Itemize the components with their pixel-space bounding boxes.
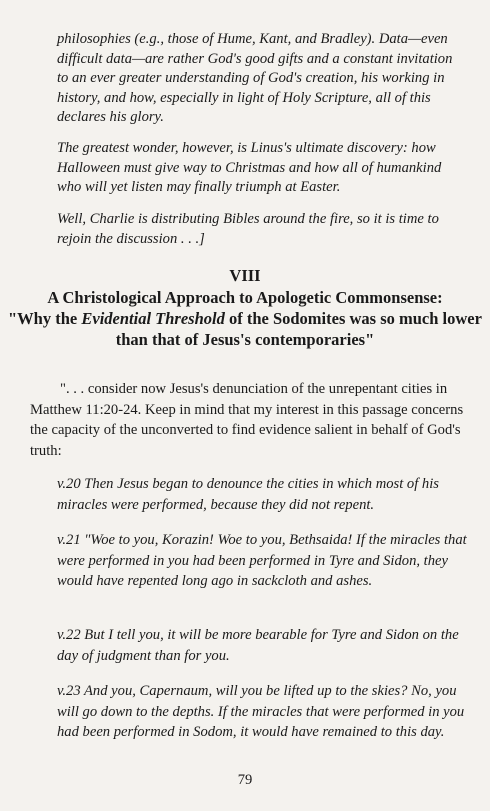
page-number: 79 xyxy=(237,772,253,788)
section-subtitle xyxy=(0,308,490,350)
intro-paragraph-1: philosophies (e.g., those of Hume, Kant, and Bradley). Data—even difficult data—are rather God's good gifts and a constant invitation to an ever greater understanding of God's creation, his working in history, and how, especially in light of Holy Scripture, all of this declares his glory. xyxy=(57,31,453,126)
subtitle-prefix: "Why the xyxy=(8,309,82,328)
verse-23: v.23 And you, Capernaum, will you be lifted up to the skies? No, you will go down to the depths. If the miracles that were performed in you had been performed in Sodom, it would have remained to this day. xyxy=(57,683,465,740)
intro-paragraph-2: The greatest wonder, however, is Linus's ultimate discovery: how Halloween must give way to Christmas and how all of humankind who will yet listen may finally triumph at Easter. xyxy=(57,140,442,196)
verse-21: v.21 "Woe to you, Korazin! Woe to you, Bethsaida! If the miracles that were performed in you had been performed in Tyre and Sidon, they would have repented long ago in sackcloth and ashes. xyxy=(57,532,467,589)
verse-22: v.22 But I tell you, it will be more bearable for Tyre and Sidon on the day of judgment than for you. xyxy=(57,627,459,664)
body-paragraph: ". . . consider now Jesus's denunciation of the unrepentant cities in Matthew 11:20-24. Keep in mind that my interest in this passage concerns the capacity of the unconverted to find evidence salient in behalf of God's truth: xyxy=(30,381,464,459)
section-title: A Christological Approach to Apologetic Commonsense: xyxy=(47,288,443,307)
subtitle-emphasis: Evidential Threshold xyxy=(81,309,225,328)
verse-20: v.20 Then Jesus began to denounce the cities in which most of his miracles were performed, because they did not repent. xyxy=(57,476,439,513)
section-number: VIII xyxy=(229,266,261,285)
intro-paragraph-3: Well, Charlie is distributing Bibles around the fire, so it is time to rejoin the discussion . . .] xyxy=(57,211,439,247)
subtitle-suffix: of the Sodomites was so much lower than that of Jesus's contemporaries" xyxy=(115,309,482,349)
